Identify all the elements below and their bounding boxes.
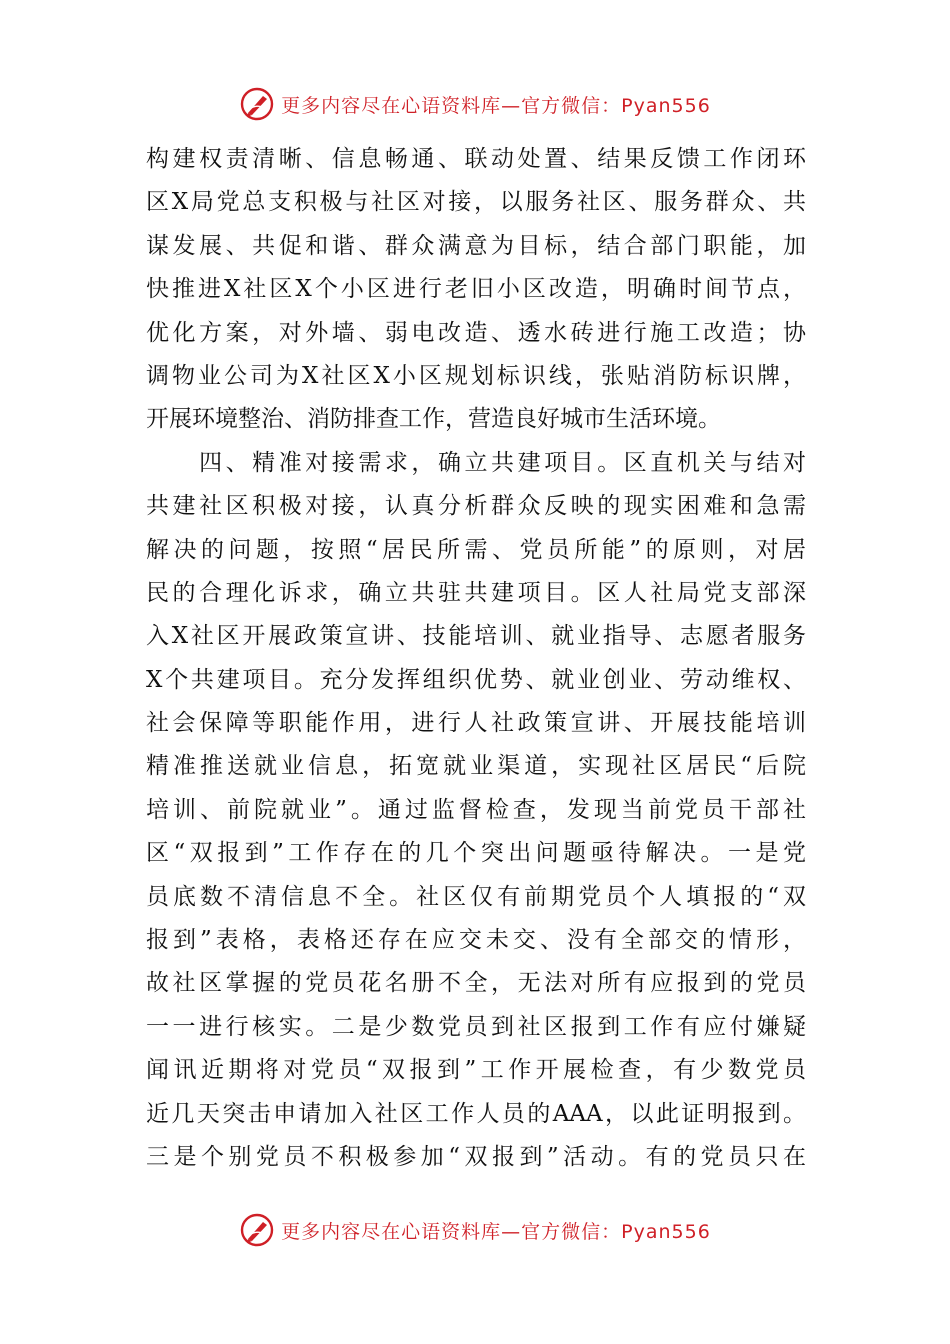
text-line: 区X局党总支积极与社区对接，以服务社区、服务群众、共 (146, 189, 806, 216)
text-line: 近几天突击申请加入社区工作人员的AAA，以此证明报到。 (146, 1100, 806, 1127)
text-line: 三是个别党员不积极参加“双报到”活动。有的党员只在 (146, 1143, 806, 1170)
watermark-banner-bottom (0, 1210, 950, 1250)
text-line: 一一进行核实。二是少数党员到社区报到工作有应付嫌疑 (146, 1013, 806, 1040)
text-line: 入X社区开展政策宣讲、技能培训、就业指导、志愿者服务 (146, 623, 806, 650)
text-line: X个共建项目。充分发挥组织优势、就业创业、劳动维权、 (146, 666, 806, 693)
text-line: 民的合理化诉求，确立共驻共建项目。区人社局党支部深 (146, 579, 806, 606)
text-line: 开展环境整治、消防排查工作，营造良好城市生活环境。 (146, 406, 721, 433)
text-line: 精准推送就业信息，拓宽就业渠道，实现社区居民“后院 (146, 753, 806, 780)
text-line: 优化方案，对外墙、弱电改造、透水砖进行施工改造；协 (146, 319, 806, 346)
text-line: 共建社区积极对接，认真分析群众反映的现实困难和急需 (146, 493, 806, 520)
text-line: 快推进X社区X个小区进行老旧小区改造，明确时间节点， (146, 276, 806, 303)
pen-logo-icon (239, 1212, 275, 1248)
text-line: 调物业公司为X社区X小区规划标识线，张贴消防标识牌， (146, 362, 806, 389)
text-line: 构建权责清晰、信息畅通、联动处置、结果反馈工作闭环 (146, 146, 806, 172)
document-body (146, 138, 806, 1179)
text-line: 社会保障等职能作用，进行人社政策宣讲、开展技能培训 (146, 710, 806, 737)
pen-logo-icon (239, 86, 275, 122)
text-line: 区“双报到”工作存在的几个突出问题亟待解决。一是党 (146, 840, 806, 867)
watermark-text-bottom: 更多内容尽在心语资料库—官方微信：Pyan556 (281, 1220, 711, 1243)
text-line: 闻讯近期将对党员“双报到”工作开展检查，有少数党员 (146, 1057, 806, 1084)
text-line: 报到”表格，表格还存在应交未交、没有全部交的情形， (146, 927, 806, 954)
text-line: 员底数不清信息不全。社区仅有前期党员个人填报的“双 (146, 883, 806, 910)
text-line: 解决的问题，按照“居民所需、党员所能”的原则，对居 (146, 536, 806, 563)
watermark-banner-top (0, 84, 950, 124)
text-line: 培训、前院就业”。通过监督检查，发现当前党员干部社 (146, 796, 806, 823)
watermark-text-top: 更多内容尽在心语资料库—官方微信：Pyan556 (281, 94, 711, 117)
text-line: 四、精准对接需求，确立共建项目。区直机关与结对 (146, 449, 806, 476)
text-line: 谋发展、共促和谐、群众满意为目标，结合部门职能，加 (146, 232, 806, 259)
text-line: 故社区掌握的党员花名册不全，无法对所有应报到的党员 (146, 970, 806, 997)
